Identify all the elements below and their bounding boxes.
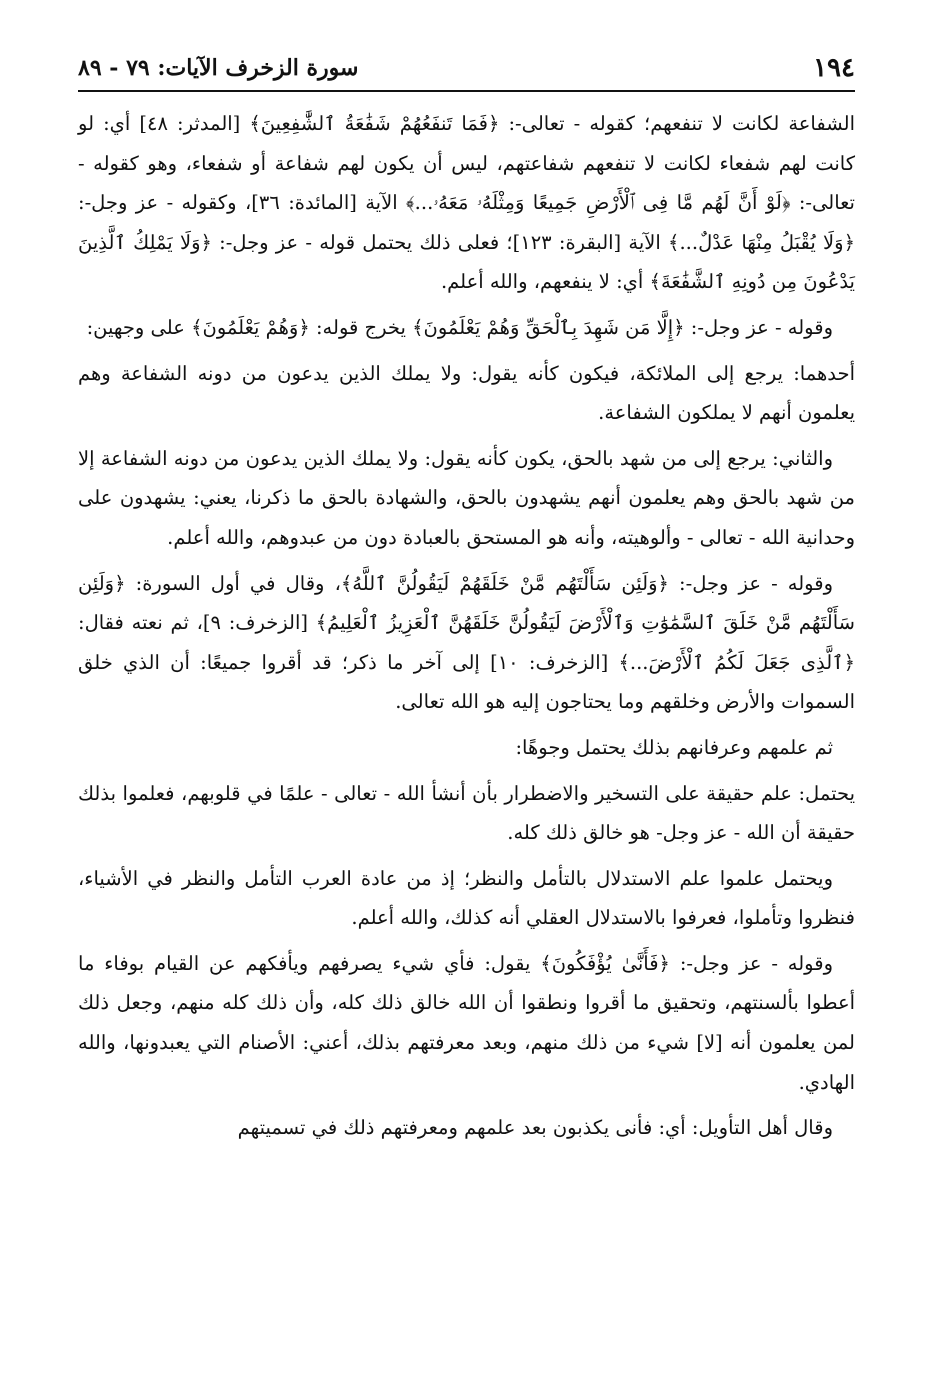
paragraph: ثم علمهم وعرفانهم بذلك يحتمل وجوهًا: (515, 735, 833, 759)
paragraph: وقال أهل التأويل: أي: فأنى يكذبون بعد علمهم ومعرفتهم ذلك في تسميتهم (237, 1116, 833, 1140)
page-body (78, 104, 855, 1154)
paragraph: ويحتمل علموا علم الاستدلال بالتأمل والنظر؛ إذ من عادة العرب التأمل والنظر في الأشياء، فنظروا وتأملوا، فعرفوا بالاستدلال العقلي أنه كذلك، والله أعلم. (78, 866, 855, 930)
paragraph: والثاني: يرجع إلى من شهد بالحق، يكون كأنه يقول: ولا يملك الذين يدعون من دونه الشفاعة إلا من شهد بالحق وهم يعلمون أنهم يشهدون بالحق، والشهادة بالحق ما ذكرنا، يعني: يشهدون على وحدانية الله - تعالى - وألوهيته، وأنه هو المستحق بالعبادة دون من عبدوهم، والله أعلم. (78, 446, 855, 549)
page-header (78, 46, 855, 92)
paragraph: أحدهما: يرجع إلى الملائكة، فيكون كأنه يقول: ولا يملك الذين يدعون من دونه الشفاعة وهم يعلمون أنهم لا يملكون الشفاعة. (78, 361, 855, 425)
running-title: سورة الزخرف الآيات: ٧٩ - ٨٩ (78, 55, 359, 81)
paragraph: وقوله - عز وجل-: ﴿فَأَنَّىٰ يُؤْفَكُونَ﴾ يقول: فأي شيء يصرفهم ويأفكهم عن القيام بوفاء ما أعطوا بألسنتهم، وتحقيق ما أقروا ونطقوا أن الله خالق ذلك كله، وأن ذلك كله منهم، وجعل ذلك لمن يعلمون أنه [لا] شيء من ذلك منهم، وبعد معرفتهم بذلك، أعني: الأصنام التي يعبدونها، والله الهادي. (78, 951, 855, 1094)
paragraph: الشفاعة لكانت لا تنفعهم؛ كقوله - تعالى-: ﴿فَمَا تَنفَعُهُمْ شَفَٰعَةُ ٱلشَّٰفِعِينَ﴾ [المدثر: ٤٨] أي: لو كانت لهم شفعاء لكانت لا تنفعهم شفاعتهم، ليس أن يكون لهم شفاعة أو شفعاء، وهو كقوله - تعالى-: ﴿لَوْ أَنَّ لَهُم مَّا فِى ٱلْأَرْضِ جَمِيعًا وَمِثْلَهُۥ مَعَهُۥ...﴾ الآية [المائدة: ٣٦]، وكقوله - عز وجل-: ﴿وَلَا يُقْبَلُ مِنْهَا عَدْلٌ...﴾ الآية [البقرة: ١٢٣]؛ فعلى ذلك يحتمل قوله - عز وجل-: ﴿وَلَا يَمْلِكُ ٱلَّذِينَ يَدْعُونَ مِن دُونِهِ ٱلشَّفَٰعَةَ﴾ أي: لا ينفعهم، والله أعلم. (78, 112, 855, 294)
paragraph: وقوله - عز وجل-: ﴿إِلَّا مَن شَهِدَ بِٱلْحَقِّ وَهُمْ يَعْلَمُونَ﴾ يخرج قوله: ﴿وَهُمْ يَعْلَمُونَ﴾ على وجهين: (86, 315, 833, 339)
paragraph: يحتمل: علم حقيقة على التسخير والاضطرار بأن أنشأ الله - تعالى - علمًا في قلوبهم، فعلموا بذلك حقيقة أن الله - عز وجل- هو خالق ذلك كله. (78, 781, 855, 845)
paragraph: وقوله - عز وجل-: ﴿وَلَئِن سَأَلْتَهُم مَّنْ خَلَقَهُمْ لَيَقُولُنَّ ٱللَّهُ﴾، وقال في أول السورة: ﴿وَلَئِن سَأَلْتَهُم مَّنْ خَلَقَ ٱلسَّمَٰوَٰتِ وَٱلْأَرْضَ لَيَقُولُنَّ خَلَقَهُنَّ ٱلْعَزِيزُ ٱلْعَلِيمُ﴾ [الزخرف: ٩]، ثم نعته فقال: ﴿ٱلَّذِى جَعَلَ لَكُمُ ٱلْأَرْضَ...﴾ [الزخرف: ١٠] إلى آخر ما ذكر؛ قد أقروا جميعًا: أن الذي خلق السموات والأرض وخلقهم وما يحتاجون إليه هو الله تعالى. (78, 571, 855, 714)
page-number: ١٩٤ (813, 53, 855, 83)
